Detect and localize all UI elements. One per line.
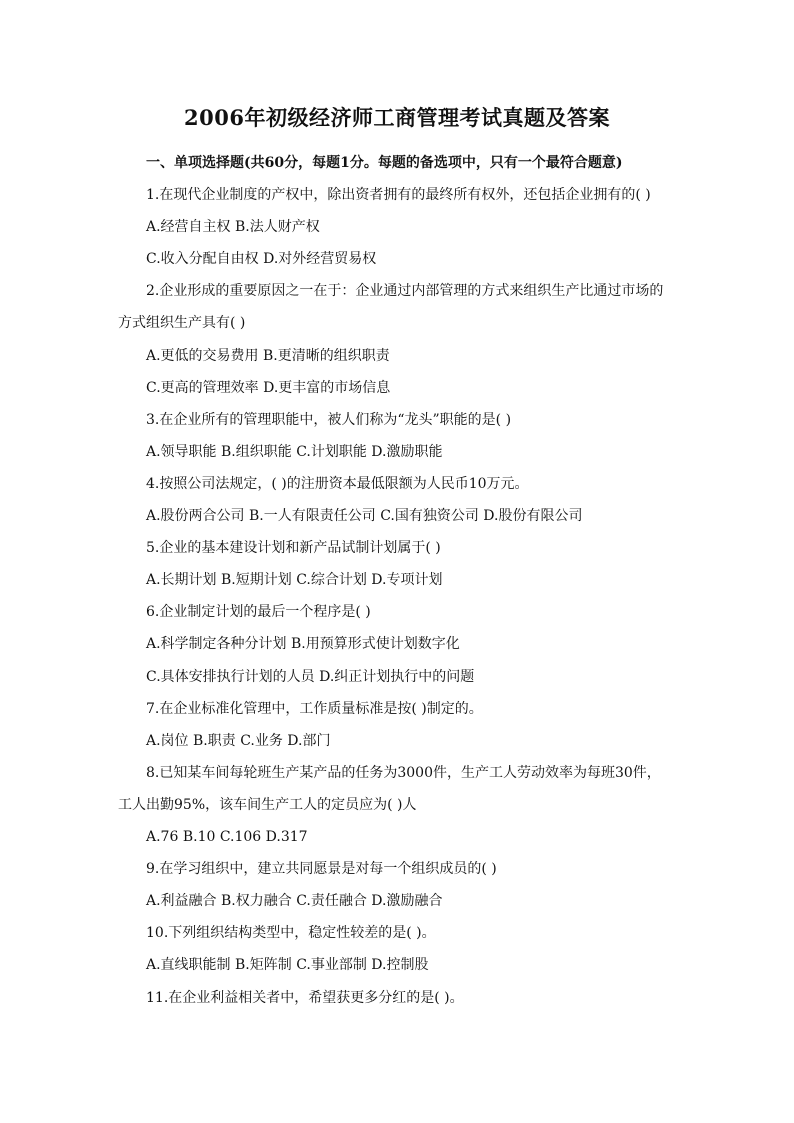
- text-line: A.科学制定各种分计划 B.用预算形式使计划数字化: [146, 636, 460, 653]
- text-line: 10.下列组织结构类型中，稳定性较差的是( )。: [146, 925, 436, 942]
- text-line: C.具体安排执行计划的人员 D.纠正计划执行中的问题: [146, 668, 475, 685]
- text-line: A.经营自主权 B.法人财产权: [146, 219, 320, 236]
- text-line: 11.在企业利益相关者中，希望获更多分红的是( )。: [146, 989, 464, 1006]
- text-line: 工人出勤95%，该车间生产工人的定员应为( )人: [118, 796, 417, 813]
- text-line: 5.企业的基本建设计划和新产品试制计划属于( ): [146, 540, 441, 557]
- text-line: 6.企业制定计划的最后一个程序是( ): [146, 604, 371, 621]
- text-line: A.股份两合公司 B.一人有限责任公司 C.国有独资公司 D.股份有限公司: [146, 508, 583, 524]
- text-line: A.领导职能 B.组织职能 C.计划职能 D.激励职能: [146, 443, 443, 460]
- text-line: 方式组织生产具有( ): [118, 315, 246, 332]
- text-line: 2.企业形成的重要原因之一在于：企业通过内部管理的方式来组织生产比通过市场的: [146, 283, 664, 300]
- text-line: 7.在企业标准化管理中，工作质量标准是按( )制定的。: [146, 700, 483, 717]
- text-line: A.直线职能制 B.矩阵制 C.事业部制 D.控制股: [146, 957, 429, 974]
- text-line: A.长期计划 B.短期计划 C.综合计划 D.专项计划: [146, 572, 443, 589]
- text-line: A.76 B.10 C.106 D.317: [146, 829, 308, 845]
- text-line: 8.已知某车间每轮班生产某产品的任务为3000件，生产工人劳动效率为每班30件，: [146, 764, 661, 781]
- text-line: 1.在现代企业制度的产权中，除出资者拥有的最终所有权外，还包括企业拥有的( ): [146, 187, 651, 203]
- text-line: C.更高的管理效率 D.更丰富的市场信息: [146, 379, 391, 396]
- section-heading: 一、单项选择题(共60分，每题1分。每题的备选项中，只有一个最符合题意): [146, 155, 623, 171]
- text-line: 9.在学习组织中，建立共同愿景是对每一个组织成员的( ): [146, 861, 497, 878]
- text-line: C.收入分配自由权 D.对外经营贸易权: [146, 251, 377, 268]
- text-line: A.更低的交易费用 B.更清晰的组织职责: [146, 347, 390, 364]
- text-line: 3.在企业所有的管理职能中，被人们称为“龙头”职能的是( ): [146, 411, 512, 428]
- text-line: A.岗位 B.职责 C.业务 D.部门: [146, 732, 331, 749]
- document-title: 2006年初级经济师工商管理考试真题及答案: [184, 105, 610, 130]
- text-line: A.利益融合 B.权力融合 C.责任融合 D.激励融合: [146, 893, 443, 910]
- text-line: 4.按照公司法规定，( )的注册资本最低限额为人民币10万元。: [146, 475, 529, 492]
